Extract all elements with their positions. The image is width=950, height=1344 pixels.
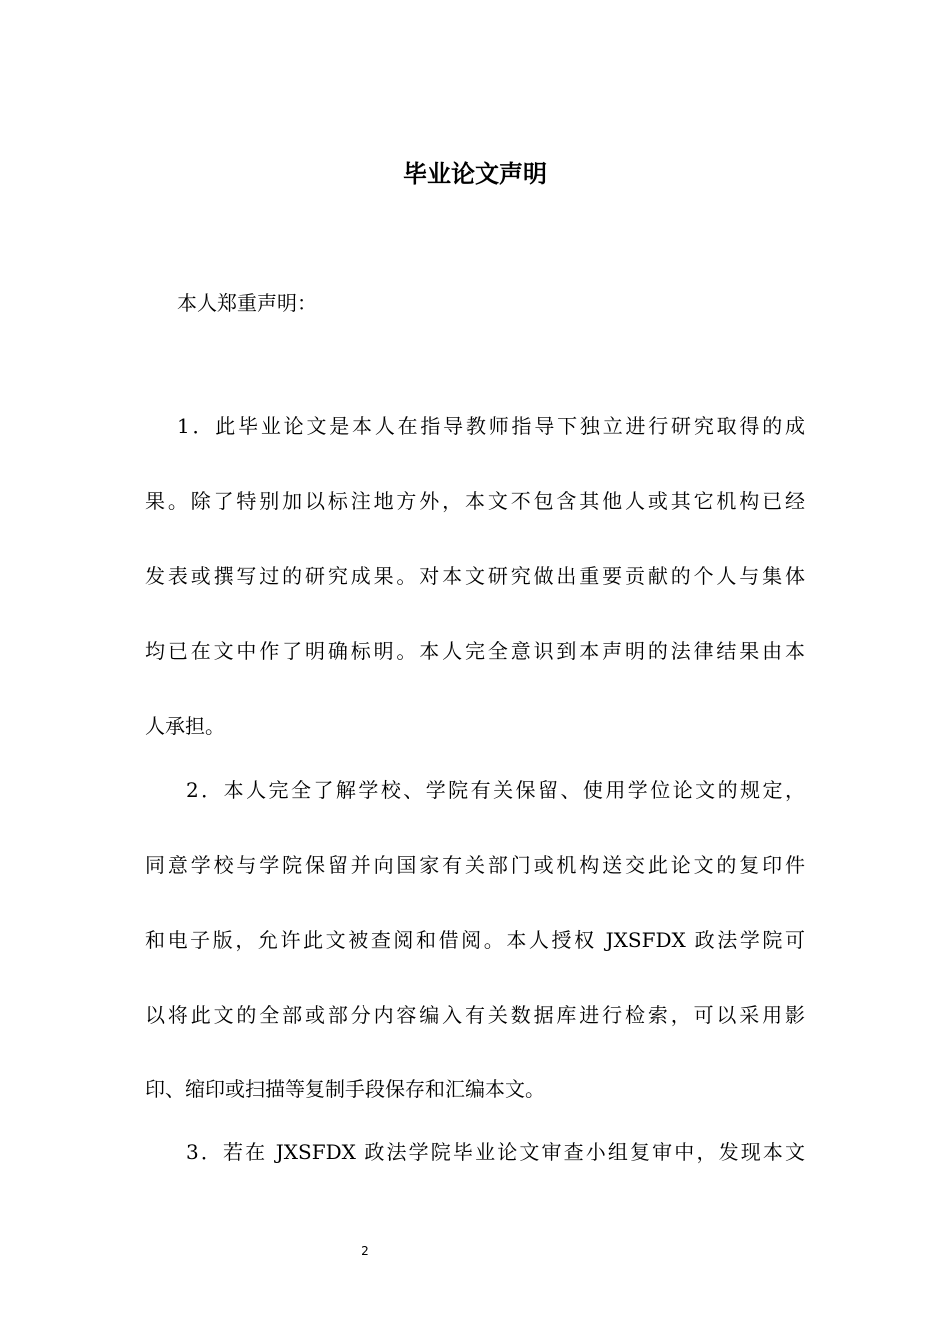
paragraph-2-line-2: 同意学校与学院保留并向国家有关部门或机构送交此论文的复印件: [145, 853, 805, 877]
paragraph-1-line-4: 均已在文中作了明确标明。本人完全意识到本声明的法律结果由本: [145, 639, 805, 663]
paragraph-2-line-5: 印、缩印或扫描等复制手段保存和汇编本文。: [145, 1077, 545, 1101]
declaration-intro: 本人郑重声明：: [177, 291, 317, 315]
paragraph-1-line-1: 1．此毕业论文是本人在指导教师指导下独立进行研究取得的成: [177, 414, 805, 438]
paragraph-2-line-3: 和电子版，允许此文被查阅和借阅。本人授权 JXSFDX 政法学院可: [145, 928, 805, 952]
paragraph-1-line-5: 人承担。: [145, 714, 225, 738]
page-number: 2: [361, 1244, 369, 1258]
paragraph-1-line-2: 果。除了特别加以标注地方外，本文不包含其他人或其它机构已经: [145, 489, 805, 513]
paragraph-2-line-4: 以将此文的全部或部分内容编入有关数据库进行检索，可以采用影: [145, 1003, 805, 1027]
paragraph-3-line-1: 3．若在 JXSFDX 政法学院毕业论文审查小组复审中，发现本文: [186, 1140, 805, 1164]
paragraph-1-line-3: 发表或撰写过的研究成果。对本文研究做出重要贡献的个人与集体: [145, 564, 805, 588]
paragraph-2-line-1: 2．本人完全了解学校、学院有关保留、使用学位论文的规定，: [186, 778, 805, 802]
page-title: 毕业论文声明: [403, 160, 547, 188]
